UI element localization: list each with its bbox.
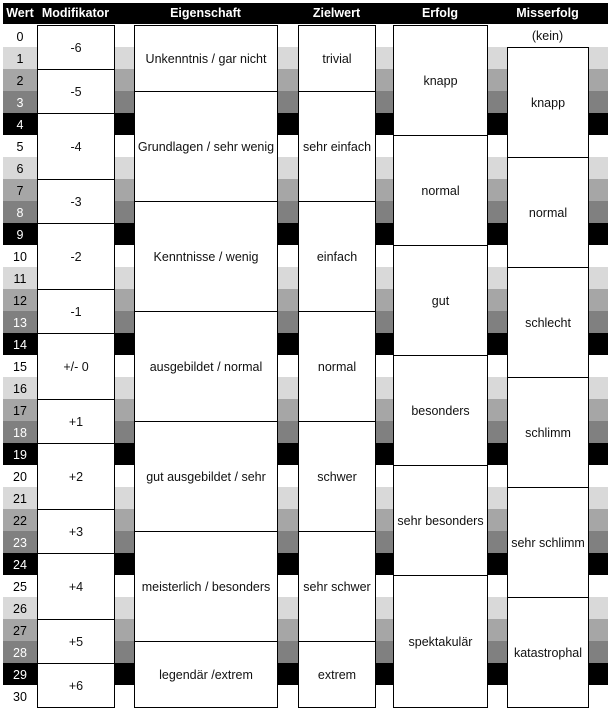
wert-cell: 6 [16,162,24,176]
wert-cell: 11 [13,272,27,286]
misserfolg-label: schlecht [525,315,571,330]
wert-cell: 16 [13,382,27,396]
zielwert-label: trivial [322,51,352,66]
misserfolg-label: normal [528,205,568,220]
misserfolg-cell [507,267,589,378]
eigenschaft-label: Kenntnisse / wenig [153,249,259,264]
misserfolg-cell [507,597,589,708]
eigenschaft-label: gut ausgebildet / sehr [146,469,266,484]
erfolg-label: besonders [411,403,470,418]
eigenschaft-cell [134,25,278,92]
eigenschaft-cell [134,91,278,202]
modifikator-label: +5 [68,634,84,649]
header-misserfolg: Misserfolg [516,6,579,20]
zielwert-label: sehr schwer [303,579,371,594]
modifikator-label: -3 [70,194,82,209]
misserfolg-none: (kein) [531,29,564,43]
wert-cell: 1 [16,52,24,66]
modifikator-label: +2 [68,469,84,484]
modifikator-label: -1 [70,304,82,319]
wert-cell: 28 [13,646,27,660]
wert-cell: 9 [16,228,24,242]
eigenschaft-cell [134,641,278,708]
wert-cell: 25 [13,580,27,594]
modifikator-cell [37,289,115,334]
modifikator-label: -4 [70,139,82,154]
header-erfolg: Erfolg [421,6,459,20]
zielwert-cell [298,641,376,708]
zielwert-cell [298,531,376,642]
misserfolg-label: knapp [530,95,566,110]
erfolg-label: sehr besonders [397,513,484,528]
eigenschaft-cell [134,201,278,312]
wert-cell: 0 [16,30,24,44]
eigenschaft-cell [134,421,278,532]
wert-cell: 14 [13,338,27,352]
wert-cell: 12 [13,294,27,308]
misserfolg-cell [507,47,589,158]
wert-cell: 22 [13,514,27,528]
eigenschaft-label: Grundlagen / sehr wenig [137,139,275,154]
erfolg-cell [393,355,488,466]
modifikator-cell [37,443,115,510]
zielwert-label: extrem [317,667,357,682]
eigenschaft-cell [134,311,278,422]
modifikator-label: -2 [70,249,82,264]
modifikator-label: +4 [68,579,84,594]
modifikator-cell [37,25,115,70]
wert-cell: 20 [13,470,27,484]
header-wert: Wert [6,6,34,20]
modifikator-cell [37,179,115,224]
misserfolg-label: sehr schlimm [511,535,585,550]
zielwert-label: schwer [317,469,357,484]
erfolg-label: spektakulär [408,634,473,649]
modifikator-cell [37,553,115,620]
wert-cell: 2 [16,74,24,88]
modifikator-label: -6 [70,40,82,55]
wert-cell: 7 [16,184,24,198]
wert-cell: 4 [16,118,24,132]
eigenschaft-label: meisterlich / besonders [141,579,271,594]
erfolg-cell [393,135,488,246]
wert-cell: 29 [13,668,27,682]
wert-cell: 13 [13,316,27,330]
modifikator-cell [37,333,115,400]
header-modifikator: Modifikator [41,6,110,20]
erfolg-cell [393,465,488,576]
modifikator-label: +1 [68,414,84,429]
erfolg-label: gut [431,293,450,308]
wert-cell: 21 [13,492,27,506]
wert-cell: 3 [16,96,24,110]
modifikator-label: +/- 0 [63,359,89,374]
wert-cell: 30 [13,690,27,704]
zielwert-cell [298,201,376,312]
wert-cell: 8 [16,206,24,220]
wert-cell: 18 [13,426,27,440]
header-zielwert: Zielwert [312,6,361,20]
erfolg-cell [393,245,488,356]
wert-cell: 27 [13,624,27,638]
header-eigenschaft: Eigenschaft [170,6,241,20]
zielwert-label: normal [317,359,357,374]
wert-cell: 19 [13,448,27,462]
misserfolg-cell [507,487,589,598]
modifikator-cell [37,663,115,708]
wert-cell: 26 [13,602,27,616]
modifikator-cell [37,113,115,180]
wert-cell: 23 [13,536,27,550]
modifikator-cell [37,69,115,114]
zielwert-cell [298,91,376,202]
wert-cell: 15 [13,360,27,374]
erfolg-cell [393,575,488,708]
erfolg-label: normal [421,183,460,198]
zielwert-label: sehr einfach [302,139,372,154]
eigenschaft-label: ausgebildet / normal [149,359,263,374]
modifikator-label: +6 [68,678,84,693]
wert-cell: 17 [13,404,27,418]
misserfolg-cell [507,377,589,488]
misserfolg-label: schlimm [525,425,571,440]
zielwert-cell [298,25,376,92]
misserfolg-label: katastrophal [513,645,583,660]
wert-cell: 10 [13,250,27,264]
zielwert-label: einfach [316,249,358,264]
modifikator-label: +3 [68,524,84,539]
misserfolg-cell [507,157,589,268]
wert-cell: 5 [16,140,24,154]
zielwert-cell [298,421,376,532]
modifikator-label: -5 [70,84,82,99]
modifikator-cell [37,399,115,444]
modifikator-cell [37,619,115,664]
eigenschaft-cell [134,531,278,642]
erfolg-label: knapp [423,73,458,88]
eigenschaft-label: Unkenntnis / gar nicht [145,51,267,66]
wert-cell: 24 [13,558,27,572]
modifikator-cell [37,509,115,554]
zielwert-cell [298,311,376,422]
modifikator-cell [37,223,115,290]
eigenschaft-label: legendär /extrem [159,667,253,682]
erfolg-cell [393,25,488,136]
header-row [3,3,608,24]
